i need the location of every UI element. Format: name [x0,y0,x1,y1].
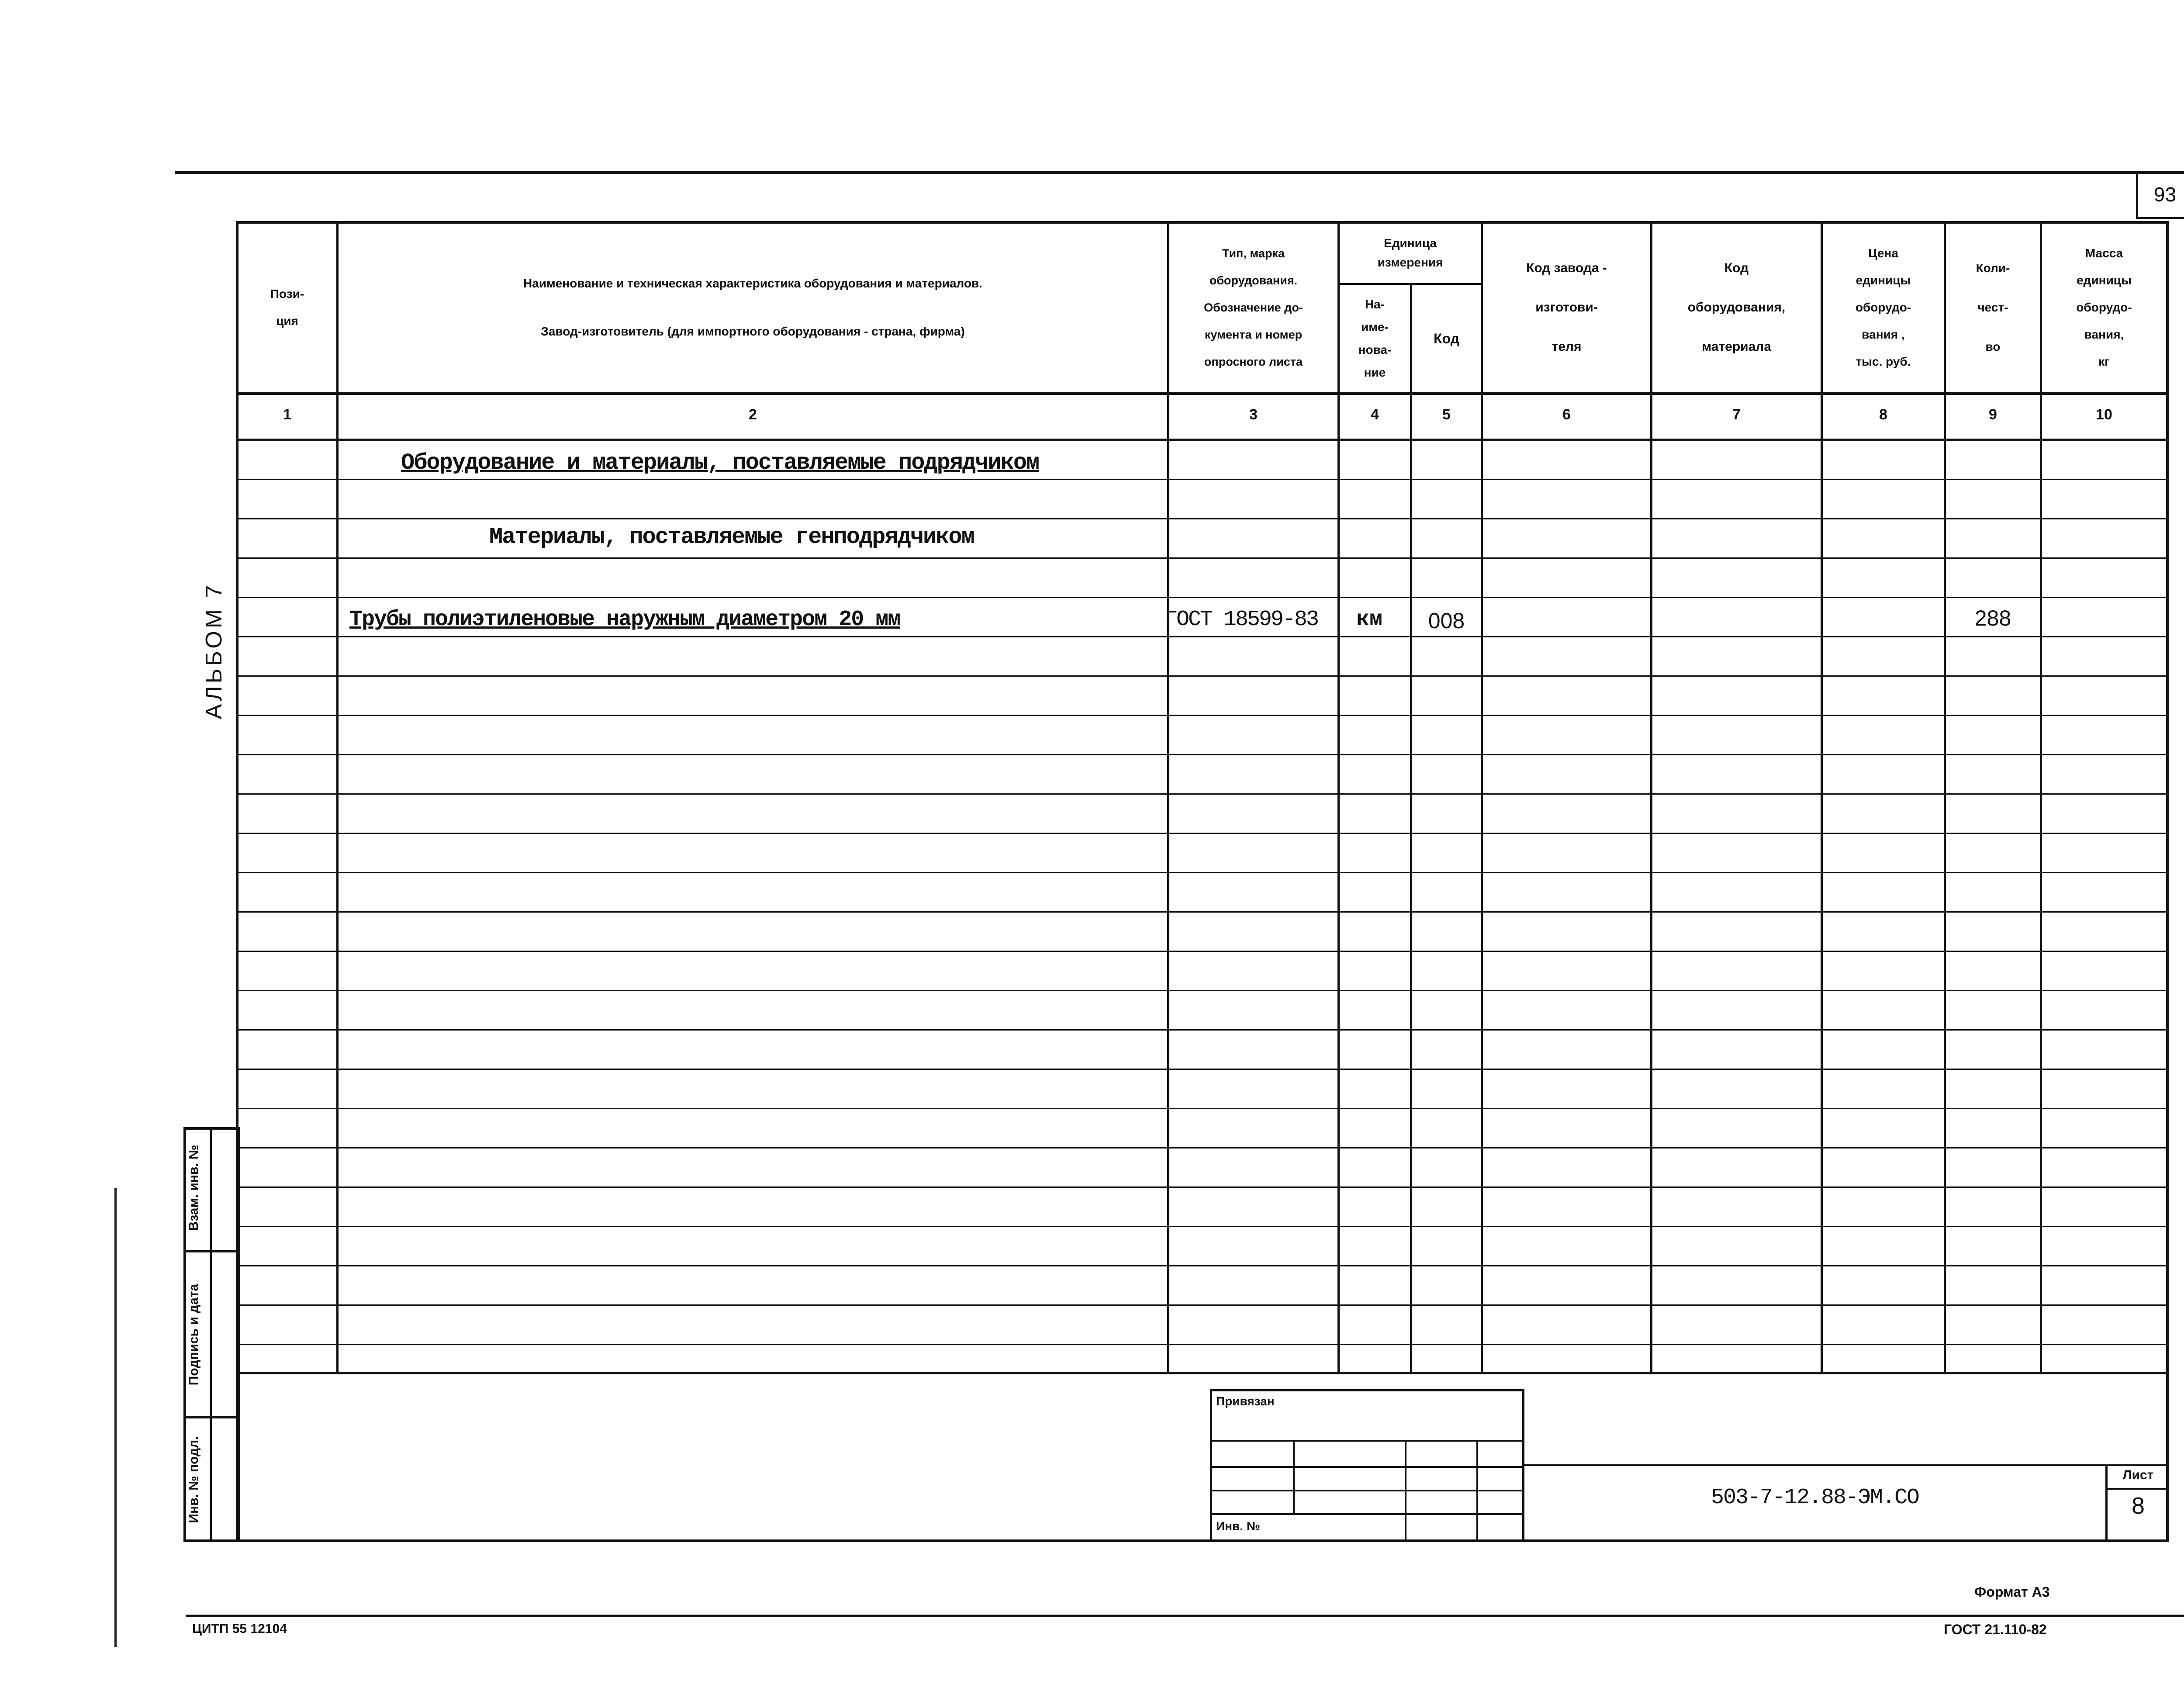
sheet-label: Лист [2122,1468,2154,1482]
subsection-heading: Материалы, поставляемые генподрядчиком [489,524,974,550]
row-line [236,872,2169,873]
col-line-1 [336,221,339,1374]
row-line [236,1108,2169,1109]
left-binding-mark [114,1188,117,1647]
bottom-border-line [186,1615,2184,1617]
row-line [236,951,2169,952]
privyazan-label: Привязан [1216,1394,1275,1408]
colnum-5: 5 [1442,406,1451,423]
row-line [236,636,2169,637]
row-line [236,793,2169,795]
colnum-10: 10 [2096,406,2112,423]
colnum-6: 6 [1562,406,1571,423]
header-mass: Масса единицы оборудо- вания, кг [2076,246,2132,368]
privyazan-vline-3 [1476,1440,1478,1542]
item-unit-code: 008 [1428,609,1465,633]
item-document: ГОСТ 18599-83 [1165,607,1318,632]
colnum-9: 9 [1989,406,1997,423]
sheet-number: 8 [2131,1493,2145,1519]
row-line [236,1226,2169,1227]
row-line [236,715,2169,716]
col-line-4 [1410,284,1412,1374]
header-unit-group: Единица измерения [1377,236,1443,269]
col-line-3 [1337,221,1340,1374]
album-label: АЛЬБОМ 7 [201,582,227,719]
left-stamp-hline-1 [183,1250,240,1252]
page-number: 93 [2153,183,2177,206]
row-line [236,675,2169,677]
row-line [236,1265,2169,1266]
colnum-3: 3 [1249,406,1258,423]
col-line-5 [1481,221,1483,1374]
title-block [236,1372,2169,1542]
col-line-8 [1944,221,1946,1374]
header-unit-name: На- име- нова- ние [1358,297,1392,379]
header-factory-code: Код завода - изготови- теля [1526,261,1607,354]
left-stamp-vline [210,1127,212,1542]
privyazan-vline-1 [1293,1440,1295,1514]
row-line [236,1186,2169,1188]
footer-left: ЦИТП 55 12104 [192,1622,287,1636]
row-line [236,1069,2169,1070]
stamp-inv-podl: Инв. № подл. [187,1436,201,1523]
col-line-2 [1167,221,1169,1374]
footer-gost: ГОСТ 21.110-82 [1944,1622,2047,1637]
item-unit: км [1356,607,1383,632]
header-type: Тип, марка оборудования. Обозначение до- кумента и номер опросного листа [1204,247,1303,368]
item-name: Трубы полиэтиленовые наружным диаметром 20 мм [349,607,900,632]
colnum-1: 1 [283,406,291,423]
colnum-divider [236,439,2169,441]
page-number-box [2136,171,2184,219]
top-border-line [175,171,2184,174]
header-price: Цена единицы оборудо- вания , тыс. руб. [1855,246,1911,368]
header-position: Пози- ция [270,287,304,328]
colnum-8: 8 [1879,406,1887,423]
row-line [236,911,2169,913]
header-unit-code: Код [1434,331,1459,346]
privyazan-vline-2 [1405,1440,1406,1542]
row-line [236,1304,2169,1306]
footer-format: Формат А3 [1974,1584,2050,1600]
col-line-7 [1821,221,1823,1374]
header-name: Наименование и техническая характеристика оборудования и материалов. Завод-изготовитель (для импортного оборудования - страна, фирма) [523,277,983,338]
stamp-vzam-inv: Взам. инв. № [187,1145,201,1231]
row-line [236,1344,2169,1345]
row-line [236,1147,2169,1148]
row-line [236,833,2169,834]
row-line [236,479,2169,480]
header-divider [236,392,2169,395]
row-line [236,518,2169,519]
col-line-6 [1650,221,1652,1374]
row-line [236,990,2169,991]
section-heading: Оборудование и материалы, поставляемые подрядчиком [401,450,1039,476]
header-quantity: Коли- чест- во [1976,261,2010,353]
row-line [236,557,2169,559]
designation: 503-7-12.88-ЭМ.СО [1711,1485,1919,1510]
colnum-7: 7 [1732,406,1741,423]
row-line [236,597,2169,598]
inv-no-label: Инв. № [1216,1519,1261,1533]
designation-top-line [1524,1464,2169,1466]
header-equipment-code: Код оборудования, материала [1687,261,1786,354]
item-quantity: 288 [1974,606,2011,630]
colnum-4: 4 [1371,406,1379,423]
stamp-podpis-data: Подпись и дата [187,1283,201,1386]
col-line-9 [2040,221,2042,1374]
colnum-2: 2 [749,406,757,423]
row-line [236,1029,2169,1031]
row-line [236,754,2169,755]
sheet-box-divider [2105,1488,2169,1490]
